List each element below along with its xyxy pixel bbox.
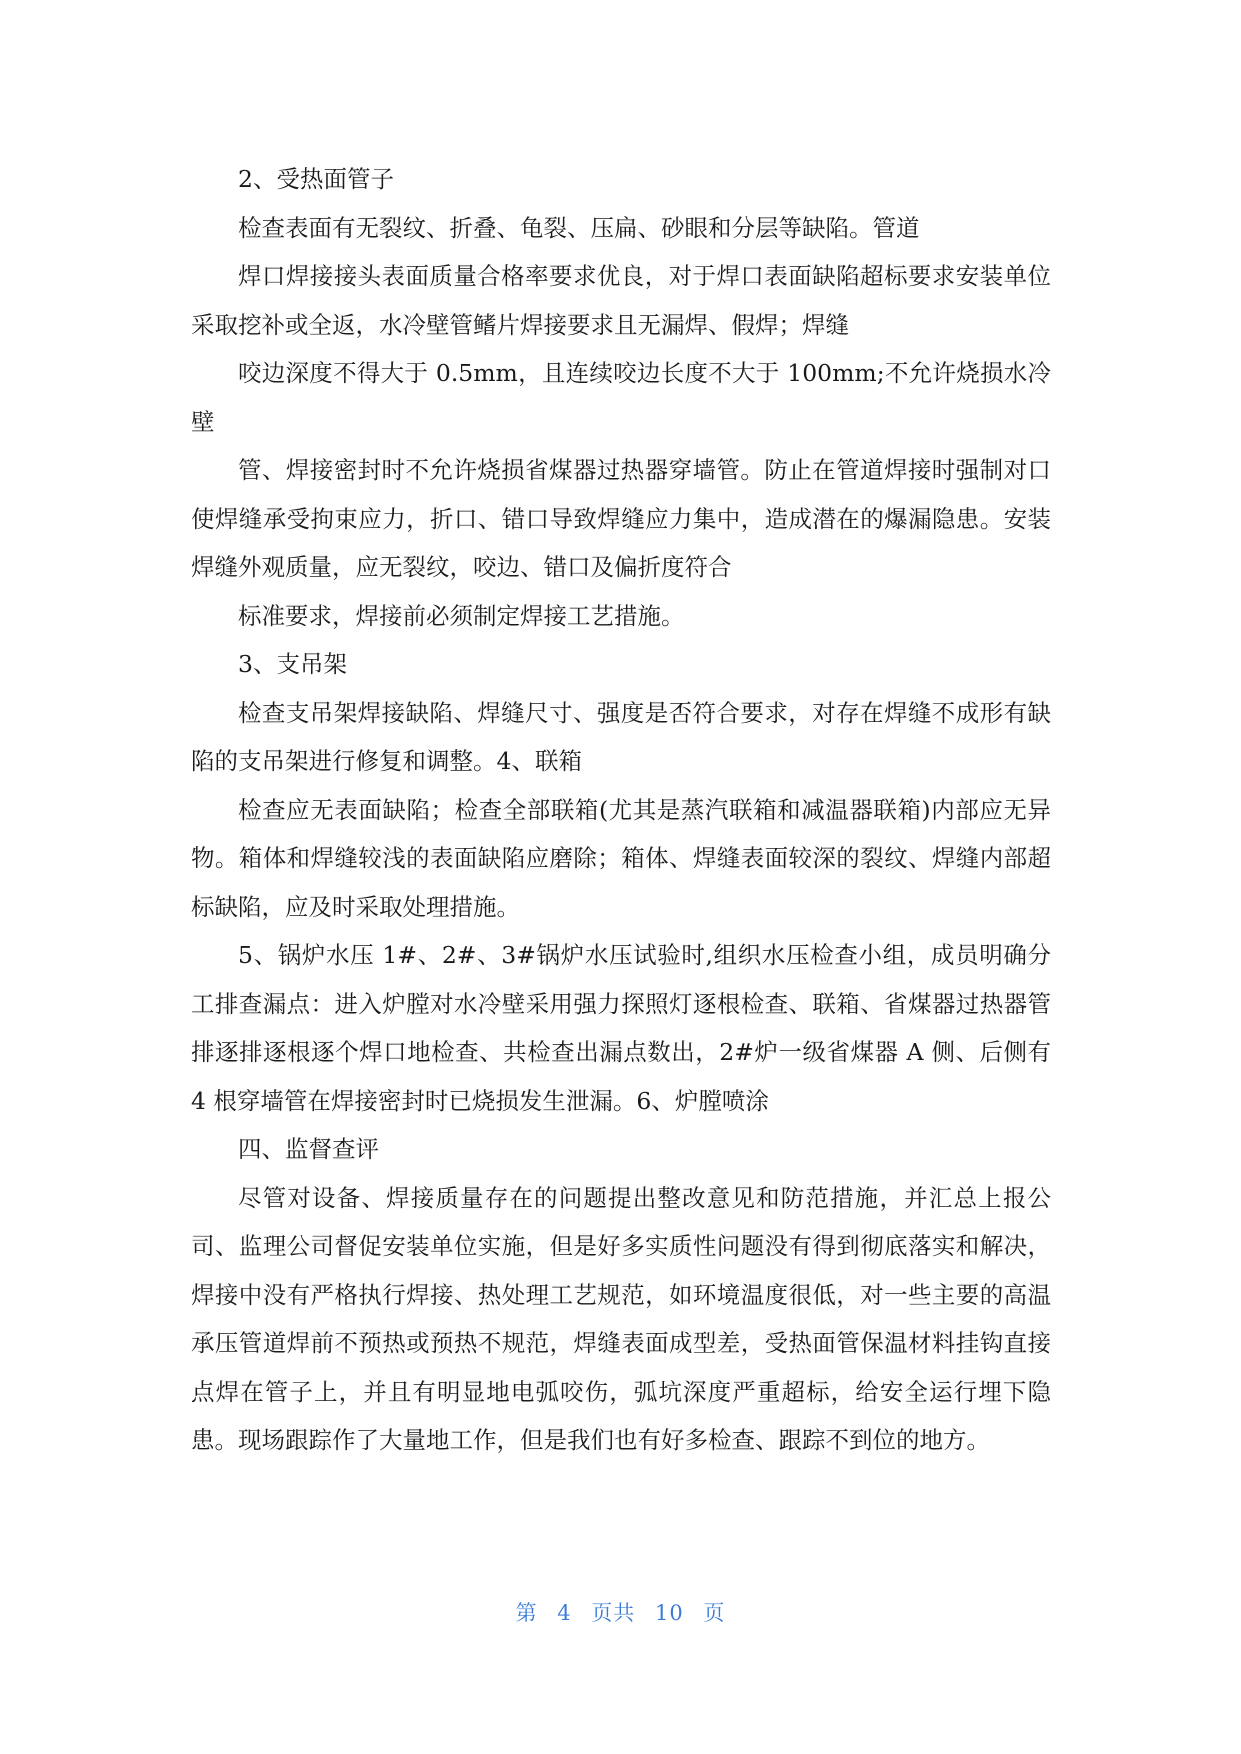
paragraph: 管、焊接密封时不允许烧损省煤器过热器穿墙管。防止在管道焊接时强制对口使焊缝承受拘束应力，折口、错口导致焊缝应力集中，造成潜在的爆漏隐患。安装焊缝外观质量，应无裂纹，咬边、错口及偏折度符合	[191, 456, 1051, 581]
page-footer	[0, 1597, 1241, 1627]
paragraph: 检查应无表面缺陷；检查全部联箱(尤其是蒸汽联箱和减温器联箱)内部应无异物。箱体和焊缝较浅的表面缺陷应磨除；箱体、焊缝表面较深的裂纹、焊缝内部超标缺陷，应及时采取处理措施。	[191, 795, 1051, 921]
footer-label-end: 页	[703, 1601, 726, 1625]
paragraph: 2、受热面管子	[238, 165, 394, 193]
footer-current-page: 4	[557, 1601, 572, 1625]
paragraph: 5、锅炉水压 1#、2#、3#锅炉水压试验时,组织水压检查小组，成员明确分工排查漏点：进入炉膛对水冷壁采用强力探照灯逐根检查、联箱、省煤器过热器管排逐排逐根逐个焊口地检查、共检查出漏点数出，2#炉一级省煤器 A 侧、后侧有 4 根穿墙管在焊接密封时已烧损发生泄漏。6、炉膛喷涂	[191, 941, 1051, 1115]
document-body	[191, 155, 1051, 1465]
paragraph: 检查表面有无裂纹、折叠、龟裂、压扁、砂眼和分层等缺陷。管道	[238, 213, 920, 242]
paragraph: 标准要求，焊接前必须制定焊接工艺措施。	[238, 601, 685, 630]
paragraph: 焊口焊接接头表面质量合格率要求优良，对于焊口表面缺陷超标要求安装单位采取挖补或全返，水冷壁管鳍片焊接要求且无漏焊、假焊；焊缝	[191, 262, 1051, 339]
paragraph: 尽管对设备、焊接质量存在的问题提出整改意见和防范措施，并汇总上报公司、监理公司督促安装单位实施，但是好多实质性问题没有得到彻底落实和解决，焊接中没有严格执行焊接、热处理工艺规范，如环境温度很低，对一些主要的高温承压管道焊前不预热或预热不规范，焊缝表面成型差，受热面管保温材料挂钩直接点焊在管子上，并且有明显地电弧咬伤，弧坑深度严重超标，给安全运行埋下隐患。现场跟踪作了大量地工作，但是我们也有好多检查、跟踪不到位的地方。	[191, 1183, 1051, 1454]
footer-label-of: 页共	[591, 1601, 636, 1625]
paragraph: 检查支吊架焊接缺陷、焊缝尺寸、强度是否符合要求，对存在焊缝不成形有缺陷的支吊架进行修复和调整。4、联箱	[191, 698, 1051, 775]
footer-label-page: 第	[515, 1601, 538, 1625]
footer-total-pages: 10	[655, 1601, 684, 1625]
paragraph: 咬边深度不得大于 0.5mm，且连续咬边长度不大于 100mm;不允许烧损水冷壁	[191, 359, 1051, 436]
paragraph: 四、监督查评	[238, 1135, 379, 1163]
paragraph: 3、支吊架	[238, 650, 347, 678]
